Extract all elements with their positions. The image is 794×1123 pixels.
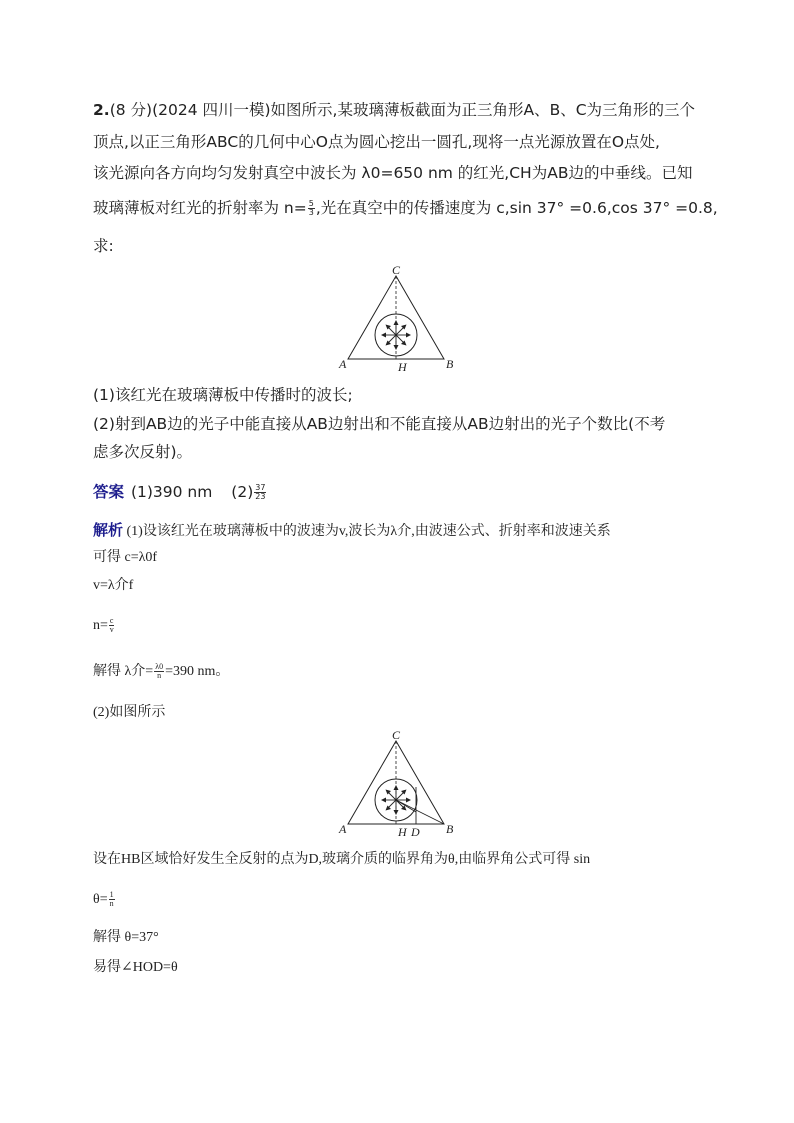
analysis-label: 解析 bbox=[93, 521, 124, 539]
fig1-label-b: B bbox=[446, 357, 454, 371]
analysis-line-6: (2)如图所示 bbox=[93, 705, 166, 720]
answer-line bbox=[93, 482, 267, 502]
sub-question-2a: (2)射到AB边的光子中能直接从AB边射出和不能直接从AB边射出的光子个数比(不考 bbox=[93, 415, 666, 433]
fig2-label-h: H bbox=[398, 825, 407, 839]
figure-1-triangle bbox=[336, 262, 461, 374]
analysis-line-9: 解得 θ=37° bbox=[93, 930, 159, 945]
fig1-label-h: H bbox=[398, 360, 407, 374]
answer-ratio: $\frac{37}{23}$ bbox=[255, 483, 266, 501]
fig2-label-a: A bbox=[339, 822, 347, 836]
sub-question-1: (1)该红光在玻璃薄板中传播时的波长; bbox=[93, 386, 353, 404]
fig2-label-d: D bbox=[411, 825, 420, 839]
question-meta: (8 分)(2024 四川一模) bbox=[109, 101, 271, 119]
question-line-1 bbox=[93, 100, 695, 120]
question-line-2 bbox=[93, 132, 660, 152]
analysis-line-2: 可得 c=λ0f bbox=[93, 550, 158, 565]
analysis-line-7: 设在HB区域恰好发生全反射的点为D,玻璃介质的临界角为θ,由临界角公式可得 sin bbox=[93, 852, 591, 867]
analysis-line-1 bbox=[93, 520, 611, 542]
fig2-label-c: C bbox=[392, 728, 401, 742]
figure-2-triangle bbox=[336, 727, 461, 839]
analysis-line-3: v=λ介f bbox=[93, 578, 134, 593]
n-fraction: $\frac{5}{3}$ bbox=[308, 199, 314, 217]
question-line-4 bbox=[93, 198, 718, 218]
analysis-line-4: n= $\frac{c}{v}$ bbox=[93, 616, 114, 635]
question-number: 2. bbox=[93, 101, 110, 119]
analysis-line-8: θ= $\frac{1}{n}$ bbox=[93, 890, 114, 909]
question-text-4a: 玻璃薄板对红光的折射率为 n= bbox=[93, 199, 307, 217]
analysis-line-5: 解得 λ介= $\frac{\lambda 0}{n}$ =390 nm。 bbox=[93, 662, 230, 681]
answer-part-2-label: (2) bbox=[231, 483, 254, 501]
lambda-fraction: $\frac{\lambda 0}{n}$ bbox=[155, 662, 164, 681]
question-line-3 bbox=[93, 163, 692, 183]
analysis-line-10: 易得∠HOD=θ bbox=[93, 960, 178, 975]
question-text-1: 如图所示,某玻璃薄板截面为正三角形A、B、C为三角形的三个 bbox=[270, 101, 696, 119]
answer-part-1: (1)390 nm bbox=[130, 483, 213, 501]
sin-theta-fraction: $\frac{1}{n}$ bbox=[109, 890, 114, 909]
answer-label: 答案 bbox=[93, 483, 125, 501]
fig1-label-c: C bbox=[392, 263, 401, 277]
analysis-text-1: (1)设该红光在玻璃薄板中的波速为v,波长为λ介,由波速公式、折射率和波速关系 bbox=[126, 524, 611, 539]
question-text-4b: ,光在真空中的传播速度为 c,sin 37° =0.6,cos 37° =0.8, bbox=[315, 199, 718, 217]
question-text-3: 该光源向各方向均匀发射真空中波长为 λ0=650 nm 的红光,CH为AB边的中垂线。已知 bbox=[93, 164, 693, 182]
question-ask: 求: bbox=[93, 237, 114, 255]
sub-question-2b: 虑多次反射)。 bbox=[93, 443, 193, 461]
fig2-label-b: B bbox=[446, 822, 454, 836]
n-equals-c-over-v: $\frac{c}{v}$ bbox=[109, 616, 114, 635]
fig1-label-a: A bbox=[339, 357, 347, 371]
question-text-2: 顶点,以正三角形ABC的几何中心O点为圆心挖出一圆孔,现将一点光源放置在O点处, bbox=[93, 133, 660, 151]
question-line-5 bbox=[93, 236, 114, 256]
